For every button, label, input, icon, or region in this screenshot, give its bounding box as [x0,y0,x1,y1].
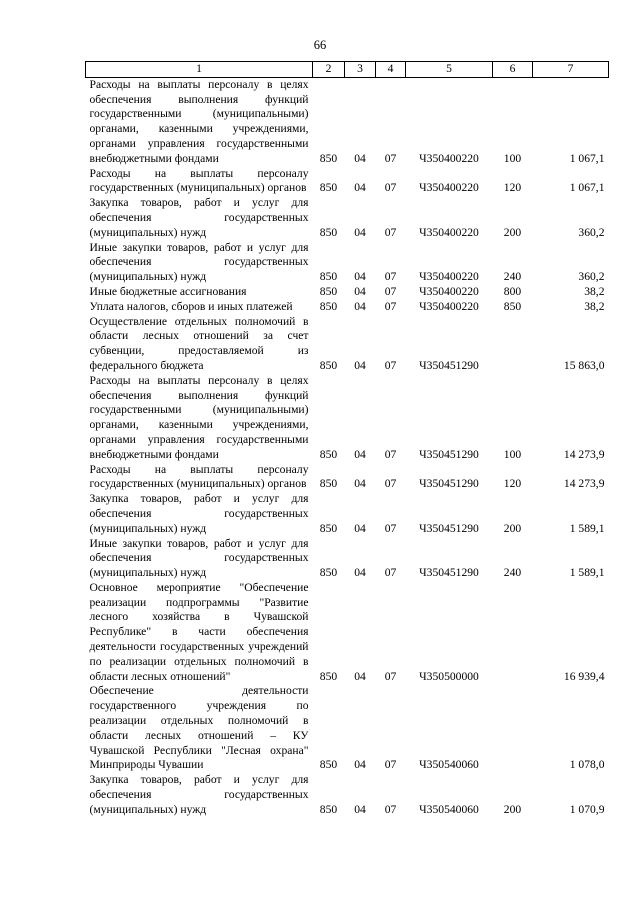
subsection-code-cell: 07 [384,477,397,491]
ministry-code-cell: 850 [319,802,338,816]
amount-cell: 38,2 [584,284,605,298]
table-row [86,196,609,240]
amount-cell: 14 273,9 [563,447,605,461]
section-code-cell: 04 [354,447,366,461]
budget-table [85,61,609,818]
table-row [86,77,609,166]
expense-type-code-cell: 240 [503,270,522,284]
section-code-cell: 04 [354,802,366,816]
section-code-cell: 04 [354,284,366,298]
expense-type-code-cell: 120 [503,181,522,195]
expense-type-code-cell: 850 [503,299,522,313]
ministry-code-cell: 850 [319,358,338,372]
table-row [86,684,609,773]
expense-type-code-cell [493,684,533,773]
section-code-cell: 04 [354,151,366,165]
header-col-7: 7 [533,62,609,78]
target-article-code-cell: Ч350451290 [419,477,479,491]
expense-type-code-cell: 100 [503,151,522,165]
amount-cell: 1 078,0 [569,758,605,772]
section-code-cell: 04 [354,270,366,284]
amount-cell: 1 589,1 [569,521,605,535]
header-col-6: 6 [493,62,533,78]
table-row [86,492,609,536]
ministry-code-cell: 850 [319,151,338,165]
expense-name-cell: Обеспечение деятельности государственного учреждения по реализации отдельных полномочий в области лесных отношений – КУ Чувашской Республики "Лесная охрана" Минприроды Чувашии [89,684,309,772]
expense-type-code-cell [493,315,533,374]
expense-name-cell: Расходы на выплаты персоналу в целях обеспечения выполнения функций государственными (муниципальными) органами, казенными учреждениями, органами управления государственными внебюджетными фондами [89,77,309,165]
header-col-1: 1 [86,62,313,78]
ministry-code-cell: 850 [319,225,338,239]
target-article-code-cell: Ч350540060 [419,758,479,772]
target-article-code-cell: Ч350400220 [419,270,479,284]
expense-name-cell: Закупка товаров, работ и услуг для обеспечения государственных (муниципальных) нужд [89,492,309,535]
subsection-code-cell: 07 [384,358,397,372]
target-article-code-cell: Ч350540060 [419,802,479,816]
section-code-cell: 04 [354,669,366,683]
section-code-cell: 04 [354,358,366,372]
ministry-code-cell: 850 [319,299,338,313]
subsection-code-cell: 07 [384,447,397,461]
subsection-code-cell: 07 [384,521,397,535]
expense-name-cell: Расходы на выплаты персоналу государственных (муниципальных) органов [89,462,309,491]
target-article-code-cell: Ч350500000 [419,669,479,683]
target-article-code-cell: Ч350400220 [419,225,479,239]
section-code-cell: 04 [354,521,366,535]
expense-type-code-cell: 120 [503,477,522,491]
table-row [86,300,609,315]
header-col-5: 5 [406,62,493,78]
expense-name-cell: Осуществление отдельных полномочий в области лесных отношений за счет субвенции, предоставляемой из федерального бюджета [89,314,309,372]
amount-cell: 1 067,1 [569,151,605,165]
ministry-code-cell: 850 [319,566,338,580]
expense-type-code-cell: 200 [503,225,522,239]
expense-name-cell: Закупка товаров, работ и услуг для обеспечения государственных (муниципальных) нужд [89,196,309,239]
subsection-code-cell: 07 [384,284,397,298]
page-number: 66 [313,38,327,52]
table-row [86,167,609,197]
section-code-cell: 04 [354,758,366,772]
target-article-code-cell: Ч350451290 [419,358,479,372]
amount-cell: 14 273,9 [563,477,605,491]
ministry-code-cell: 850 [319,477,338,491]
target-article-code-cell: Ч350400220 [419,151,479,165]
header-col-2: 2 [313,62,345,78]
table-row [86,537,609,581]
ministry-code-cell: 850 [319,669,338,683]
table-header [86,62,609,78]
amount-cell: 16 939,4 [563,669,605,683]
subsection-code-cell: 07 [384,270,397,284]
ministry-code-cell: 850 [319,758,338,772]
header-row [86,62,609,78]
amount-cell: 15 863,0 [563,358,605,372]
section-code-cell: 04 [354,299,366,313]
table-row [86,241,609,285]
target-article-code-cell: Ч350400220 [419,181,479,195]
table-row [86,374,609,463]
expense-name-cell: Расходы на выплаты персоналу в целях обеспечения выполнения функций государственными (муниципальными) органами, казенными учреждениями, органами управления государственными внебюджетными фондами [89,373,309,461]
expense-name-cell: Иные закупки товаров, работ и услуг для обеспечения государственных (муниципальных) нужд [89,536,309,580]
subsection-code-cell: 07 [384,151,397,165]
expense-name-cell: Уплата налогов, сборов и иных платежей [89,299,293,313]
section-code-cell: 04 [354,566,366,580]
ministry-code-cell: 850 [319,521,338,535]
expense-type-code-cell [493,581,533,685]
subsection-code-cell: 07 [384,225,397,239]
header-col-4: 4 [376,62,406,78]
subsection-code-cell: 07 [384,299,397,313]
target-article-code-cell: Ч350451290 [419,447,479,461]
expense-type-code-cell: 240 [503,566,522,580]
amount-cell: 360,2 [578,270,605,284]
expense-type-code-cell: 800 [503,284,522,298]
subsection-code-cell: 07 [384,181,397,195]
expense-name-cell: Иные бюджетные ассигнования [89,284,247,298]
expense-name-cell: Расходы на выплаты персоналу государственных (муниципальных) органов [89,166,309,195]
target-article-code-cell: Ч350400220 [419,299,479,313]
subsection-code-cell: 07 [384,802,397,816]
table-row [86,463,609,493]
table-row [86,581,609,685]
subsection-code-cell: 07 [384,669,397,683]
table-row [86,285,609,300]
amount-cell: 38,2 [584,299,605,313]
ministry-code-cell: 850 [319,284,338,298]
table-body [86,77,609,817]
amount-cell: 1 589,1 [569,566,605,580]
amount-cell: 360,2 [578,225,605,239]
expense-type-code-cell: 100 [503,447,522,461]
section-code-cell: 04 [354,225,366,239]
ministry-code-cell: 850 [319,181,338,195]
ministry-code-cell: 850 [319,447,338,461]
target-article-code-cell: Ч350451290 [419,566,479,580]
subsection-code-cell: 07 [384,566,397,580]
table-row [86,315,609,374]
section-code-cell: 04 [354,477,366,491]
section-code-cell: 04 [354,181,366,195]
target-article-code-cell: Ч350400220 [419,284,479,298]
target-article-code-cell: Ч350451290 [419,521,479,535]
ministry-code-cell: 850 [319,270,338,284]
subsection-code-cell: 07 [384,758,397,772]
expense-name-cell: Основное мероприятие "Обеспечение реализации подпрограммы "Развитие лесного хозяйства в Чувашской Республике" в части обеспечения деятельности государственных учреждений по реализации отдельных полномочий в области лесных отношений" [89,580,309,683]
amount-cell: 1 067,1 [569,181,605,195]
header-col-3: 3 [345,62,376,78]
table-row [86,773,609,817]
amount-cell: 1 070,9 [569,802,605,816]
expense-type-code-cell: 200 [503,802,522,816]
expense-type-code-cell: 200 [503,521,522,535]
expense-name-cell: Иные закупки товаров, работ и услуг для обеспечения государственных (муниципальных) нужд [89,240,309,284]
expense-name-cell: Закупка товаров, работ и услуг для обеспечения государственных (муниципальных) нужд [89,773,309,816]
